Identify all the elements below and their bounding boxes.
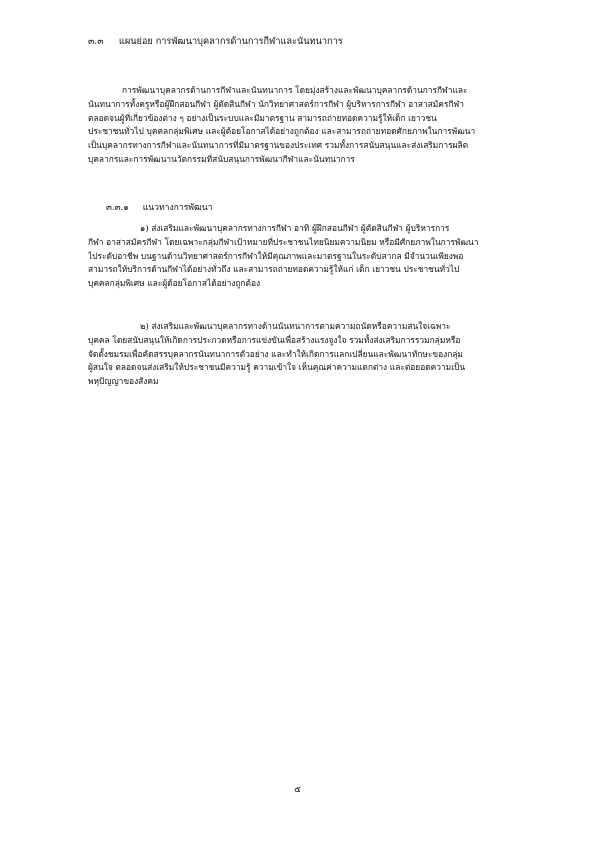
section-heading [88, 34, 343, 49]
paragraph-line: บุคคลกลุ่มพิเศษ และผู้ด้อยโอกาสได้อย่างถูกต้อง [88, 278, 261, 289]
paragraph-line: ประชาชนทั่วไป บุคคลกลุ่มพิเศษ และผู้ด้อยโอกาสได้อย่างถูกต้อง และสามารถถ่ายทอดศักยภาพในการพัฒนา [88, 126, 476, 137]
paragraph-line: ๑) ส่งเสริมและพัฒนาบุคลากรทางการกีฬา อาทิ ผู้ฝึกสอนกีฬา ผู้ตัดสินกีฬา ผู้บริหารการ [140, 223, 450, 233]
subsection-heading [106, 200, 212, 214]
paragraph-line: กีฬา อาสาสมัครกีฬา โดยเฉพาะกลุ่มกีฬาเป้าหมายที่ประชาชนไทยนิยมความนิยม หรือมีศักยภาพในการพัฒนา [88, 236, 479, 247]
paragraph-line: พหุปัญญาของสังคม [88, 376, 159, 387]
paragraph-line: บุคลากรและการพัฒนานวัตกรรมที่สนับสนุนการพัฒนากีฬาและนันทนาการ [88, 153, 355, 164]
paragraph-line: นันทนาการทั้งครูหรือผู้ฝึกสอนกีฬา ผู้ตัดสินกีฬา นักวิทยาศาสตร์การกีฬา ผู้บริหารการกีฬา อาสาสมัครกีฬา [88, 98, 464, 109]
intro-paragraph [88, 84, 528, 167]
paragraph-line: บุคคล โดยสนับสนุนให้เกิดการประกวดหรือการแข่งขันเพื่อสร้างแรงจูงใจ รวมทั้งส่งเสริมการรวมกลุ่มหรือ [88, 334, 461, 345]
paragraph-line: ตลอดจนผู้ที่เกี่ยวข้องต่าง ๆ อย่างเป็นระบบและมีมาตรฐาน สามารถถ่ายทอดความรู้ให้เด็ก เยาวชน [88, 112, 437, 123]
section-title: แผนย่อย การพัฒนาบุคลากรด้านการกีฬาและนันทนาการ [118, 36, 343, 47]
paragraph-line: ๒) ส่งเสริมและพัฒนาบุคลากรทางด้านนันทนาการตามความถนัดหรือความสนใจเฉพาะ [140, 321, 451, 331]
page-number: ๕ [294, 785, 301, 795]
paragraph-line: เป็นบุคลากรทางการกีฬาและนันทนาการที่มีมาตรฐานของประเทศ รวมทั้งการสนับสนุนและส่งเสริมการผลิต [88, 140, 469, 151]
subsection-number: ๓.๓.๑ [106, 203, 129, 213]
paragraph-line: การพัฒนาบุคลากรด้านการกีฬาและนันทนาการ โดยมุ่งสร้างและพัฒนาบุคลากรด้านการกีฬาและ [122, 85, 468, 95]
paragraph-line: ไประดับอาชีพ บนฐานด้านวิทยาศาสตร์การกีฬาให้มีคุณภาพและมาตรฐานในระดับสากล มีจำนวนเพียงพอ [88, 250, 464, 261]
guideline-item-2 [88, 320, 528, 389]
paragraph-line: สามารถให้บริการด้านกีฬาได้อย่างทั่วถึง และสามารถถ่ายทอดความรู้ให้แก่ เด็ก เยาวชน ประชาชนทั่วไป [88, 264, 460, 275]
section-number: ๓.๓ [88, 36, 104, 47]
guideline-item-1 [88, 222, 528, 291]
subsection-title: แนวทางการพัฒนา [142, 203, 213, 213]
paragraph-line: ผู้สนใจ ตลอดจนส่งเสริมให้ประชาชนมีความรู้ ความเข้าใจ เห็นคุณค่าความแตกต่าง และต่อยอดความเป็น [88, 362, 466, 373]
paragraph-line: จัดตั้งชมรมเพื่อคัดสรรบุคลากรนันทนาการตัวอย่าง และทำให้เกิดการแลกเปลี่ยนและพัฒนาทักษะของกลุ่ม [88, 348, 463, 359]
